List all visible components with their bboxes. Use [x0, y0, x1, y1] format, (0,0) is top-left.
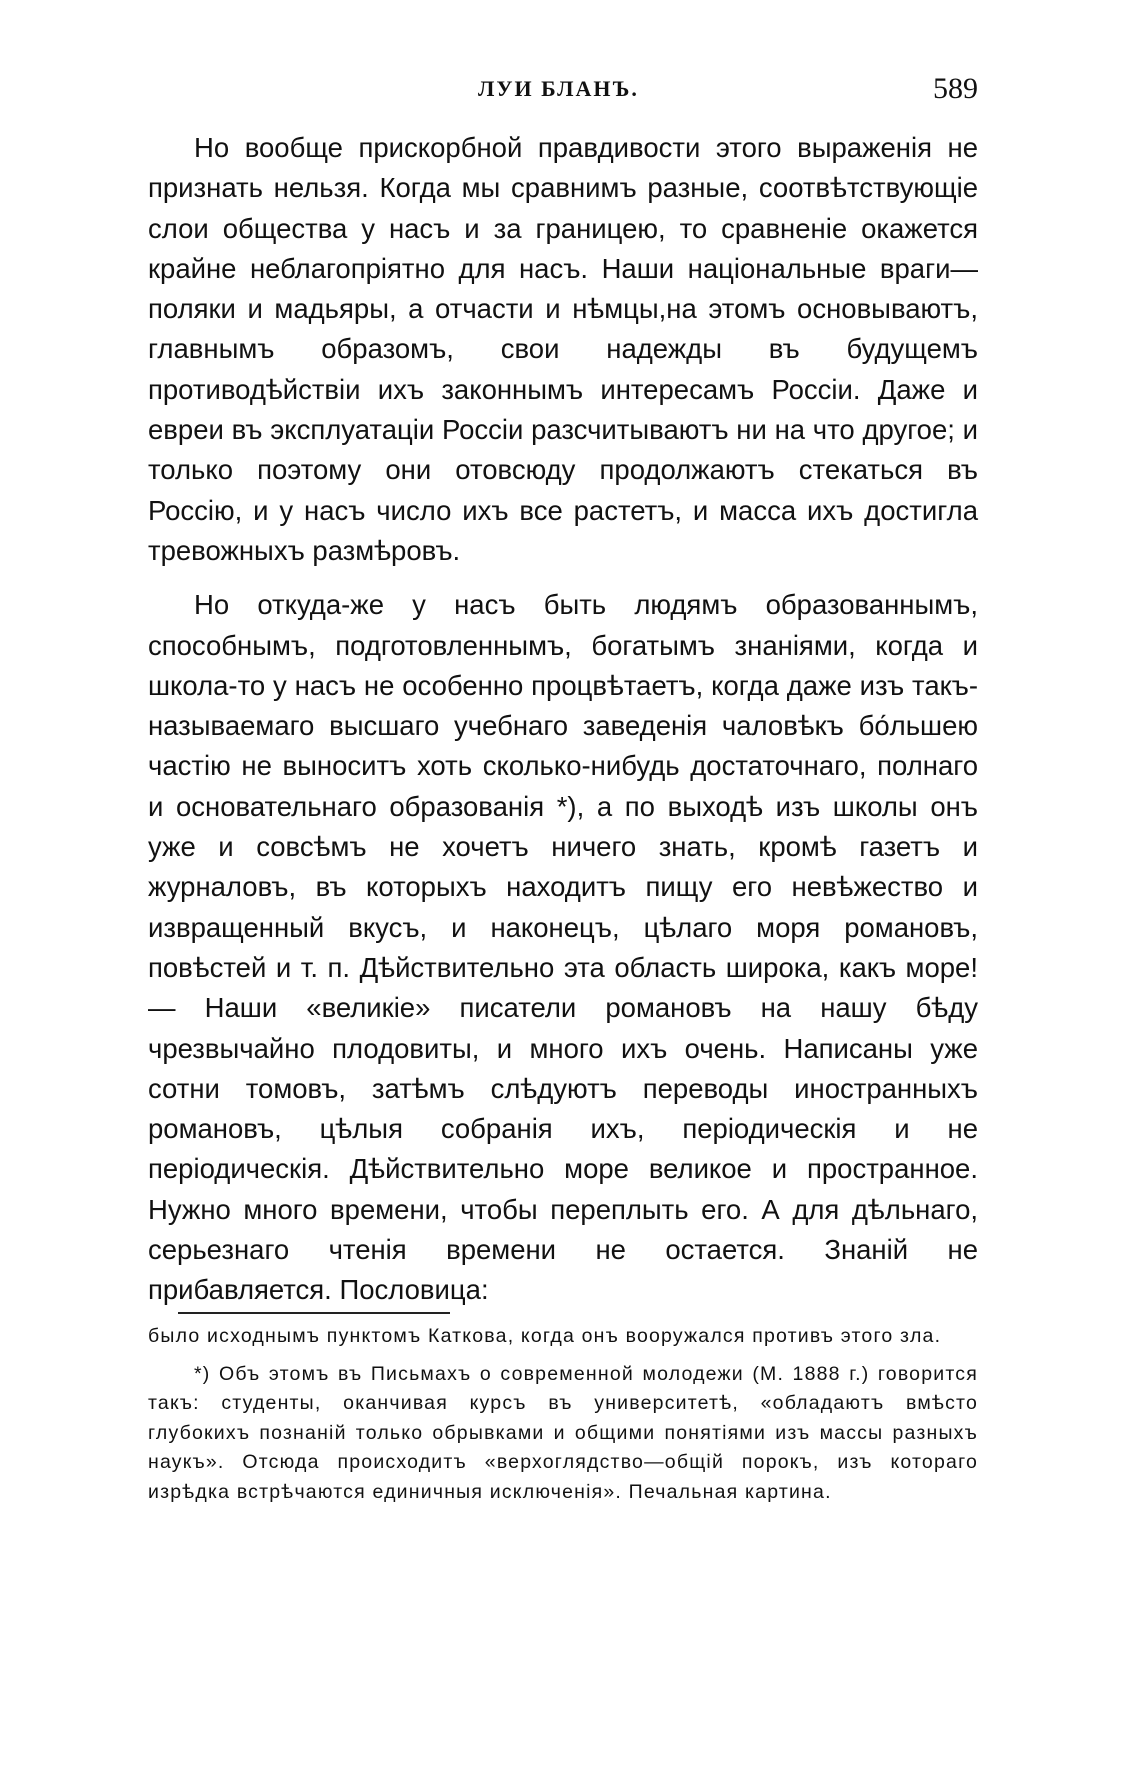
paragraph: Но откуда-же у насъ быть людямъ образованнымъ, способнымъ, подготовленнымъ, богатымъ знаніями, когда и школа-то у насъ не особенно процвѣтаетъ, когда даже изъ такъ-называемаго высшаго учебнаго заведенія чаловѣкъ бо́льшею частію не выноситъ хоть сколько-нибудь достаточнаго, полнаго и основательнаго образованія *), а по выходѣ изъ школы онъ уже и совсѣмъ не хочетъ ничего знать, кромѣ газетъ и журналовъ, въ которыхъ находитъ пищу его невѣжество и извращенный вкусъ, и наконецъ, цѣлаго моря романовъ, повѣстей и т. п. Дѣйствительно эта область широка, какъ море! — Наши «великіе» писатели романовъ на нашу бѣду чрезвычайно плодовиты, и много ихъ очень. Написаны уже сотни томовъ, затѣмъ слѣдуютъ переводы иностранныхъ романовъ, цѣлыя собранія ихъ, періодическія и не періодическія. Дѣйствительно море великое и пространное. Нужно много времени, чтобы переплыть его. А для дѣльнаго, серьезнаго чтенія времени не остается. Знаній не прибавляется. Пословица:: [148, 589, 978, 1306]
page-header: [148, 72, 978, 112]
footnote-asterisk: *) Объ этомъ въ Письмахъ о современной молодежи (М. 1888 г.) говорится такъ: студенты, оканчивая курсъ въ университетѣ, «обладаютъ вмѣсто глубокихъ познаній только обрывками и общими понятіями изъ массы разныхъ наукъ». Отсюда происходитъ «верхоглядство—общій порокъ, изъ котораго изрѣдка встрѣчаются единичныя исключенія». Печальная картина.: [148, 1362, 978, 1503]
page-number: 589: [933, 72, 978, 105]
running-title: ЛУИ БЛАНЪ.: [478, 76, 639, 101]
footnote-divider: [178, 1312, 450, 1314]
main-text: [148, 128, 978, 1311]
footnote-continuation: было исходнымъ пунктомъ Каткова, когда онъ вооружался противъ этого зла.: [148, 1325, 942, 1347]
paragraph: Но вообще прискорбной правдивости этого выраженія не признать нельзя. Когда мы сравнимъ разные, соотвѣтствующіе слои общества у насъ и за границею, то сравненіе окажется крайне неблагопріятно для насъ. Наши національные враги— поляки и мадьяры, а отчасти и нѣмцы,на этомъ основываютъ, главнымъ образомъ, свои надежды въ будущемъ противодѣйствіи ихъ законнымъ интересамъ Россіи. Даже и евреи въ эксплуатаціи Россіи разсчитываютъ ни на что другое; и только поэтому они отовсюду продолжаютъ стекаться въ Россію, и у насъ число ихъ все растетъ, и масса ихъ достигла тревожныхъ размѣровъ.: [148, 132, 978, 566]
footnotes: [148, 1322, 978, 1507]
